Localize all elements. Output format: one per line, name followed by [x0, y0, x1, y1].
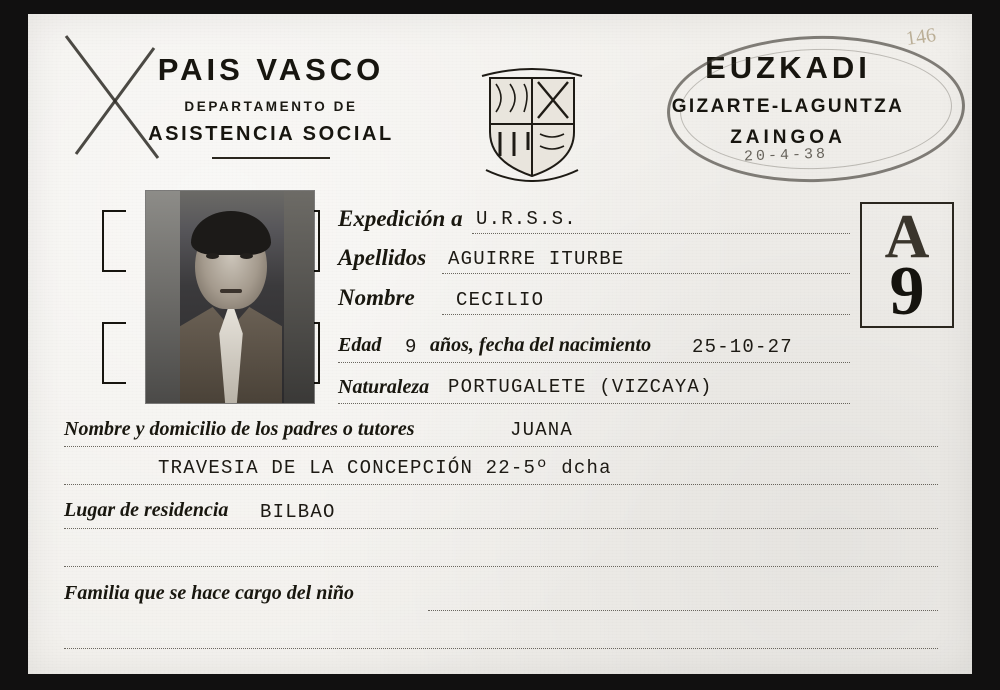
label-familia: Familia que se hace cargo del niño: [64, 582, 354, 604]
archive-number: 146: [904, 24, 938, 50]
department-suffix-basque: ZAINGOA: [730, 127, 846, 148]
code-letter: A: [884, 203, 930, 271]
value-apellidos: AGUIRRE ITURBE: [448, 248, 625, 270]
corner-bottom-left: [102, 322, 126, 384]
identity-card: [28, 14, 972, 674]
rule-blank-2: [64, 648, 938, 649]
value-nombre: CECILIO: [456, 289, 545, 311]
label-residencia: Lugar de residencia: [64, 499, 229, 521]
photo-eye-right: [240, 253, 253, 259]
label-apellidos: Apellidos: [338, 245, 427, 270]
photo-hair: [191, 211, 271, 255]
label-naturaleza: Naturaleza: [338, 376, 430, 398]
rule-familia: [428, 610, 938, 611]
label-edad: Edad: [338, 334, 382, 356]
classification-code-box: [860, 202, 954, 328]
value-padres-direccion: TRAVESIA DE LA CONCEPCIÓN 22-5º dcha: [158, 457, 612, 479]
code-number: 9: [889, 253, 925, 330]
header-right-block: [628, 50, 948, 149]
child-portrait-photo: [146, 191, 314, 403]
rule-edad: [338, 362, 850, 363]
value-fecha-nacimiento: 25-10-27: [692, 336, 793, 358]
stamp-date: 20-4-38: [743, 145, 829, 166]
value-residencia: BILBAO: [260, 501, 336, 523]
value-padres: JUANA: [510, 419, 574, 441]
rule-blank-1: [64, 566, 938, 567]
photo-mouth: [220, 289, 242, 293]
rule-apellidos: [442, 273, 850, 274]
header-rule: [212, 157, 330, 159]
header-left-block: [106, 52, 436, 159]
org-title-basque: EUZKADI: [705, 50, 871, 85]
department-label: DEPARTAMENTO DE: [184, 99, 358, 114]
value-expedicion: U.R.S.S.: [476, 208, 577, 230]
rule-padres: [64, 446, 938, 447]
label-fecha-nacimiento: años, fecha del nacimiento: [430, 334, 652, 356]
label-expedicion: Expedición a: [338, 206, 463, 231]
rule-padres-direccion: [64, 484, 938, 485]
photo-background-right: [284, 191, 314, 403]
rule-expedicion: [472, 233, 850, 234]
label-padres: Nombre y domicilio de los padres o tutores: [64, 418, 415, 440]
org-title-spanish: PAIS VASCO: [157, 52, 385, 87]
rule-residencia: [64, 528, 938, 529]
department-name-basque: GIZARTE-LAGUNTZA: [671, 96, 905, 117]
rule-naturaleza: [338, 403, 850, 404]
corner-top-left: [102, 210, 126, 272]
rule-nombre: [442, 314, 850, 315]
value-naturaleza: PORTUGALETE (VIZCAYA): [448, 376, 713, 398]
photo-background-left: [146, 191, 180, 403]
photo-eye-left: [206, 253, 219, 259]
value-edad: 9: [405, 336, 418, 358]
coat-of-arms-icon: [476, 62, 588, 182]
department-name: ASISTENCIA SOCIAL: [148, 123, 394, 145]
label-nombre: Nombre: [338, 285, 415, 310]
